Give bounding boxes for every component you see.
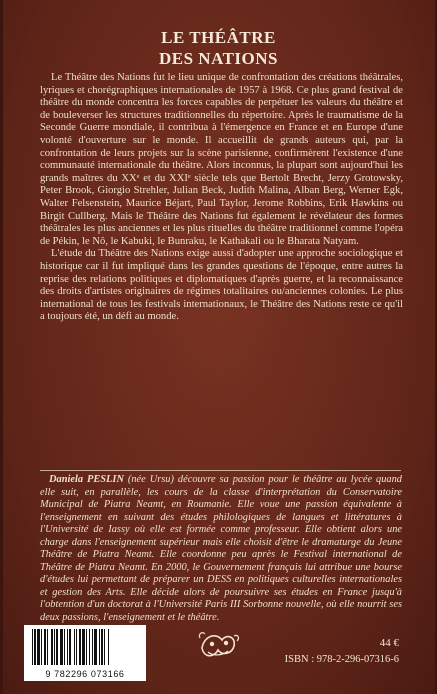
barcode-bars [24,625,146,669]
isbn: ISBN : 978-2-296-07316-6 [284,654,399,665]
title-line-1: LE THÉÂTRE [161,28,276,47]
barcode [24,625,146,681]
publisher-logo-icon [196,628,242,662]
price: 44 € [379,637,399,649]
author-name: Daniela PESLIN [49,474,124,485]
blurb-paragraph-2: L'étude du Théâtre des Nations exige aussi d'adopter une approche sociologique et historique car il fut impliqué dans les grandes questions de l'époque, entre autres la reprise des relations politiques et diplomatiques d'après guerre, et la reconnaissance des droits d'artistes originaires de régimes totalitaires ou/anciennes colonies. Le plus international de tous les festivals internationaux, le Théâtre des Nations reste ce qu'il a toujours été, un défi au monde. [40,248,403,323]
barcode-digits: 9 782296 073166 [45,669,125,679]
back-cover-blurb [40,72,403,324]
book-title [0,27,437,69]
author-bio [40,474,402,625]
author-bio-text: (née Ursu) découvre sa passion pour le théâtre au lycée quand elle suit, en parallèle, les cours de la classe d'interprétation du Conservatoire Municipal de Piatra Neamt, en Roumanie. Elle voue une passion équivalente à l'enseignement en suivant des études philologiques de langues et littératures à l'Université de Iassy où elle est formée comme professeur. Elle obtient alors une charge dans l'enseignement supérieur mais elle choisit d'être le dramaturge du Jeune Théâtre de Piatra Neamt. Elle coordonne peu après le Festival international de Théâtre de Piatra Neamt. En 2000, le Gouvernement français lui attribue une bourse d'études lui permettant de préparer un DESS en politiques culturelles internationales et gestion des Arts. Elle décide alors de poursuivre ses études en France jusqu'à l'obtention d'un doctorat à l'Université Paris III Sorbonne nouvelle, où elle nourrit ses deux passions, l'enseignement et le théâtre. [40,474,402,624]
author-bio-paragraph [40,474,402,625]
section-divider [40,470,401,471]
blurb-paragraph-1: Le Théâtre des Nations fut le lieu unique de confrontation des créations théâtrales, lyriques et chorégraphiques internationales de 1957 à 1968. Ce plus grand festival de théâtre du monde concentra les forces capables de perpétuer les valeurs du théâtre et de bouleverser les structures traditionnelles du répertoire. Après le traumatisme de la Seconde Guerre mondiale, il contribua à l'émergence en France et en Europe d'une volonté d'ouverture sur le monde. Il accueillit de grands auteurs qui, par la confrontation de leurs projets sur la scène parisienne, confirmèrent l'existence d'une communauté internationale du théâtre. Alors inconnus, la plupart sont aujourd'hui les grands maîtres du XXᵉ et du XXIᵉ siècle tels que Bertolt Brecht, Jerzy Grotowsky, Peter Brook, Giorgio Strehler, Julian Beck, Judith Malina, Alban Berg, Werner Egk, Walter Felsenstein, Maurice Béjart, Paul Taylor, Jerome Robbins, Erik Hawkins ou Birgit Cullberg. Mais le Théâtre des Nations fut également le révélateur des formes théâtrales les plus anciennes et les plus rituelles du théâtre traditionnel comme l'opéra de Pékin, le Nô, le Kabuki, le Bunraku, le Kathakali ou le Bharata Natyam. [40,72,403,247]
title-line-2: DES NATIONS [158,49,279,68]
